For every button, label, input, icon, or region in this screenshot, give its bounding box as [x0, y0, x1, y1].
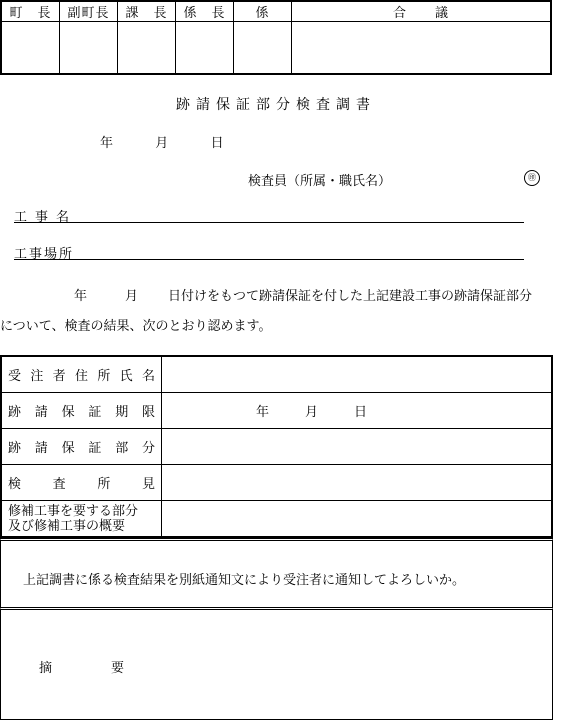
summary-box [0, 610, 553, 720]
summary-label-1: 摘 [39, 661, 53, 676]
repair-work-value [162, 501, 552, 537]
date-month-label: 月 [155, 136, 169, 151]
contractor-label: 受 注 者 住 所 氏 名 [8, 369, 155, 384]
statement-paragraph [0, 282, 568, 342]
notice-text: 上記調書に係る検査結果を別紙通知文により受注者に通知してよろしいか。 [23, 573, 466, 588]
approval-stamp-box [60, 22, 118, 74]
approval-stamp-box [234, 22, 292, 74]
approval-stamp-box [2, 22, 60, 74]
table-row [2, 465, 552, 501]
notice-box [0, 538, 553, 610]
guarantee-period-label: 跡 請 保 証 期 限 [8, 405, 155, 420]
inspection-table [0, 355, 553, 538]
table-row [2, 429, 552, 465]
table-row [2, 393, 552, 429]
inspection-findings-label: 検 査 所 見 [8, 477, 155, 492]
statement-line-1: 年 月 日付けをもつて跡請保証を付した上記建設工事の跡請保証部分 [74, 289, 533, 304]
approval-header-staff: 係 [234, 2, 292, 22]
statement-line-2: について、検査の結果、次のとおり認めます。 [0, 319, 272, 334]
approval-header-consultation: 合 議 [292, 2, 551, 22]
approval-header-mayor: 町 長 [2, 2, 60, 22]
approval-stamp-box [292, 22, 551, 74]
approval-stamp-box [176, 22, 234, 74]
date-day-label: 日 [210, 136, 224, 151]
guarantee-period-value: 年 月 日 [162, 393, 552, 429]
document-title: 跡請保証部分検査調書 [176, 97, 376, 113]
table-row [2, 501, 552, 537]
guarantee-part-value [162, 429, 552, 465]
guarantee-part-label: 跡 請 保 証 部 分 [8, 441, 155, 456]
document-date [100, 132, 224, 151]
work-name-field: 工事名 [14, 206, 524, 223]
approval-stamp-box [118, 22, 176, 74]
contractor-value [162, 357, 552, 393]
inspection-findings-value [162, 465, 552, 501]
approval-header-section-chief: 課 長 [118, 2, 176, 22]
table-row [2, 357, 552, 393]
approval-header-subsection-chief: 係 長 [176, 2, 234, 22]
approval-stamp-table [0, 0, 552, 75]
work-place-field: 工事場所 [14, 243, 524, 260]
date-year-label: 年 [100, 136, 114, 151]
repair-work-label: 修補工事を要する部分 及び修補工事の概要 [2, 501, 162, 537]
seal-mark: ㊞ [524, 170, 540, 186]
approval-header-deputy-mayor: 副町長 [60, 2, 118, 22]
inspector-label: 検査員（所属・職氏名） [248, 174, 392, 189]
summary-label-2: 要 [111, 661, 125, 676]
